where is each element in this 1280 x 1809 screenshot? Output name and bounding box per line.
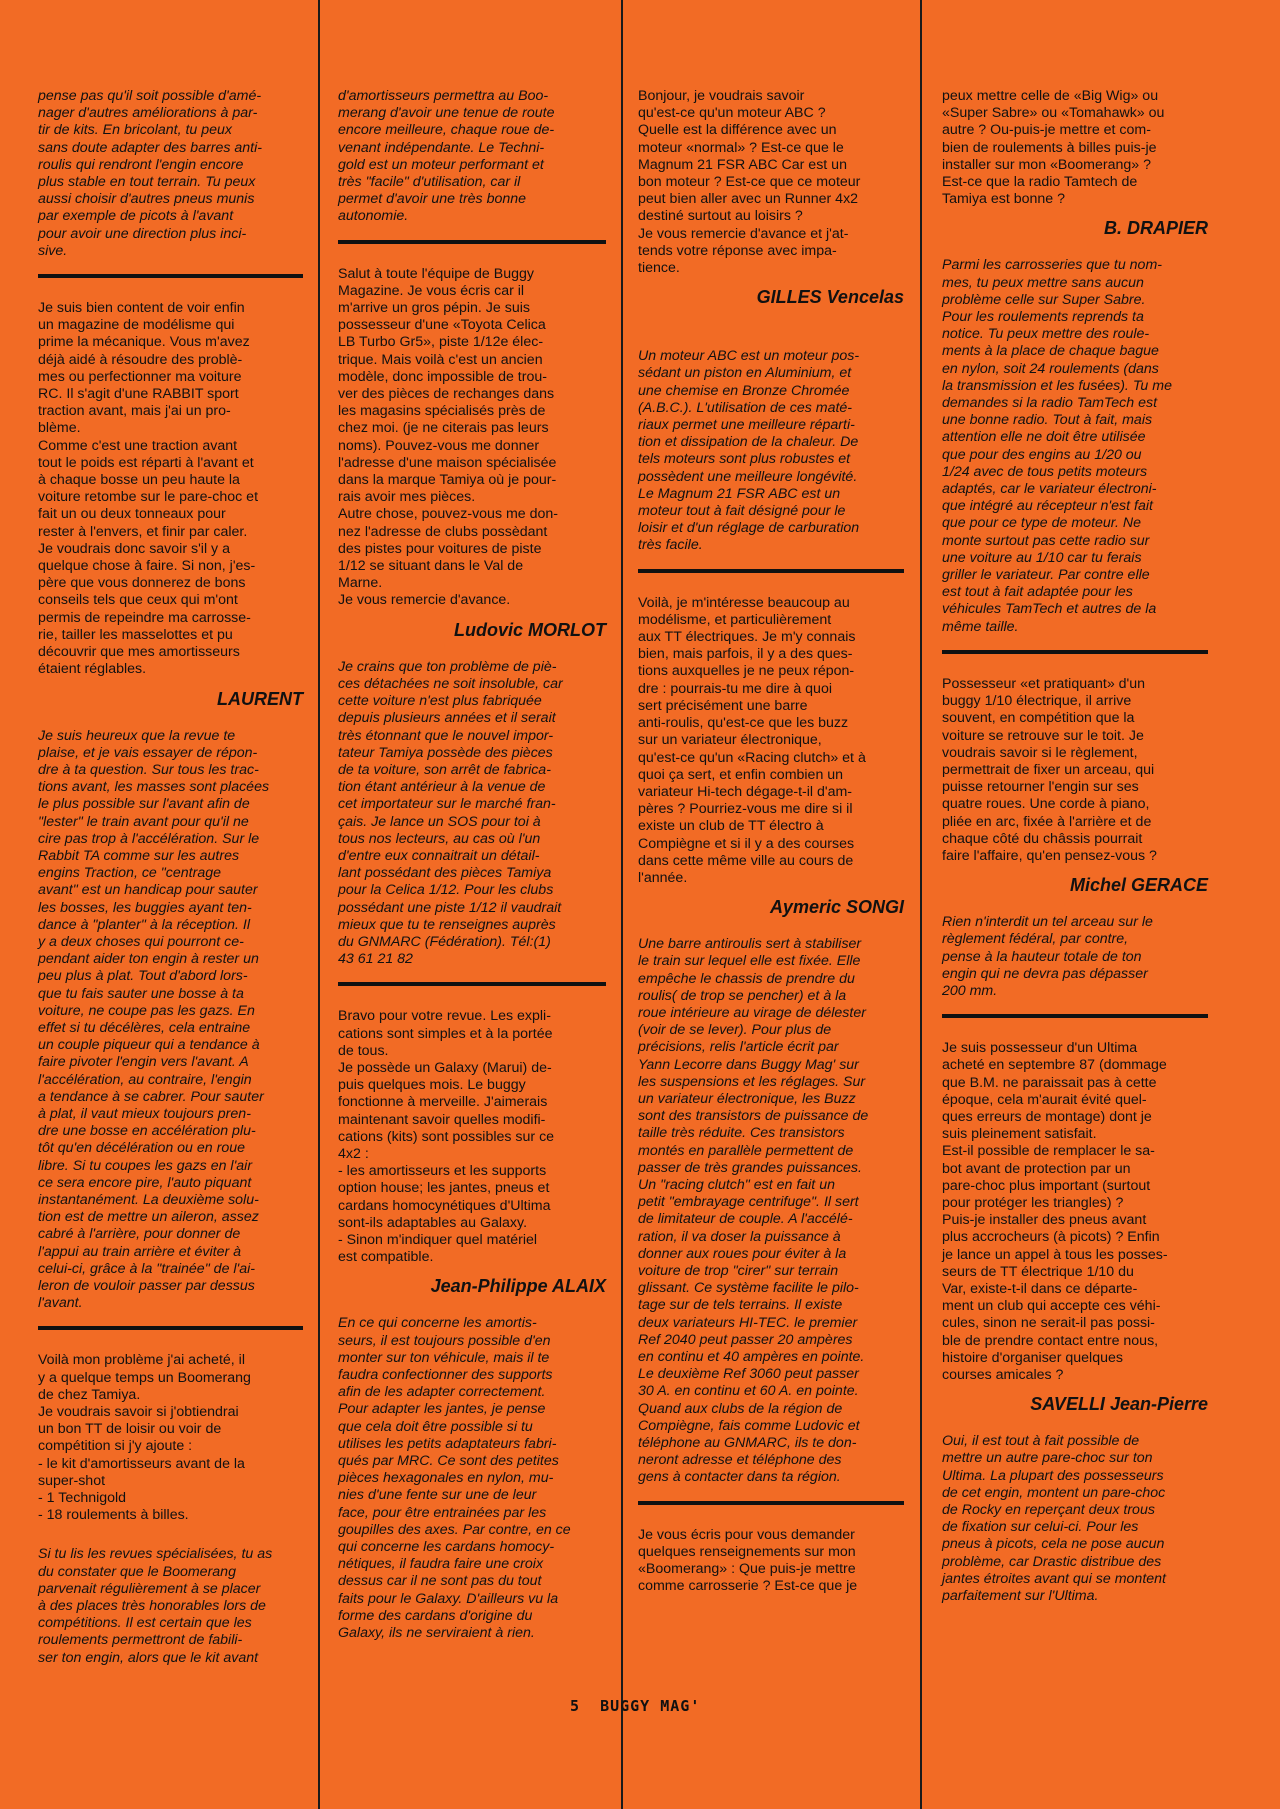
reader-letter: Je suis possesseur d'un Ultima acheté en septembre 87 (dommage que B.M. ne paraissait pas à cette époque, cela m'aurait évité quel- ques erreurs de montage) dont je suis pleinement satisfait. Est-il possible de remplacer le sa- bot avant de protection par un pare-choc plus important (surtout pour protéger les triangles) ? Puis-je installer des pneus avant plus accrocheurs (à picots) ? Enfin je lance un appel à tous les posses- seurs de TT électrique 1/10 du Var, existe-t-il dans ce départe- ment un club qui accepte ces véhi- cules, sinon ne serait-il pas possi- ble de prendre contact entre nous, histoire d'organiser quelques courses amicales ? (942, 1040, 1168, 1383)
letter-signature: SAVELLI Jean-Pierre (1030, 1394, 1208, 1415)
spacer (38, 1524, 303, 1546)
editor-reply: Oui, il est tout à fait possible de mettre un autre pare-choc sur ton Ultima. La plupart des possesseurs de cet engin, montent un pare-choc de Rocky en reperçant deux trous de fixation sur celui-ci. Pour les pneus à picots, cela ne pose aucun problème, car Drastic distribue des jantes étroites avant qui se montent parfaitement sur l'Ultima. (942, 1433, 1166, 1605)
reader-letter: Bravo pour votre revue. Les expli- cations sont simples et à la portée de tous. Je possède un Galaxy (Marui) de- puis quelques mois. Le buggy fonctionne à merveille. J'aimerais maintenant savoir quelles modifi- cations (kits) sont possibles sur ce 4x2 : - les amortisseurs et les supports option house; les jantes, pneus et cardans homocynétiques d'Ultima sont-ils adaptables au Galaxy. - Sinon m'indiquer quel matériel est compatible. (338, 1008, 555, 1266)
reader-letter: Je suis bien content de voir enfin un magazine de modélisme qui prime la mécanique. Vous m'avez déjà aidé à résoudre des problè- mes ou perfectionner ma voiture RC. Il s'agit d'une RABBIT sport traction avant, mais j'ai un pro- blème. Comme c'est une traction avant tout le poids est réparti à l'avant et à chaque bosse un peu haute la voiture retombe sur le pare-choc et fait un ou deux tonneaux pour rester à l'envers, et finir par caler. Je voudrais donc savoir s'il y a quelque chose à faire. Si non, j'es- père que vous donnerez de bons conseils tels que ceux qui m'ont permis de repeindre ma carrosse- rie, tailler les masselottes et pu découvrir que mes amortisseurs étaient réglables. (38, 300, 259, 678)
reader-letter: Je vous écris pour vous demander quelques renseignements sur mon «Boomerang» : Que puis-je mettre comme carrosserie ? Est-ce que je (638, 1526, 858, 1595)
reader-letter: Voilà mon problème j'ai acheté, il y a quelque temps un Boomerang de chez Tamiya. Je voudrais savoir si j'obtiendrai un bon TT de loisir ou voir de compétition si j'y ajoute : - le kit d'amortisseurs avant de la super-shot - 1 Technigold - 18 roulements à billes. (38, 1352, 251, 1524)
column-3 (628, 0, 914, 1770)
letter-signature: Jean-Philippe ALAIX (430, 1276, 606, 1297)
editor-reply: pense pas qu'il soit possible d'amé- nager d'autres améliorations à par- tir de kits. En bricolant, tu peux sans doute adapter des barres anti- roulis qui rendront l'engin encore plus stable en tout terrain. Tu peux aussi choisir d'autres pneus munis par exemple de picots à l'avant pour avoir une direction plus inci- sive. (38, 88, 262, 259)
letter-signature: GILLES Vencelas (756, 287, 904, 308)
section-divider (338, 982, 606, 986)
column-1 (28, 0, 313, 1770)
reader-letter: Voilà, je m'intéresse beaucoup au modélisme, et particulièrement aux TT électriques. Je m'y connais bien, mais parfois, il y a des ques- tions auxquelles je ne peux répon- dre : pourrais-tu me dire à quoi sert précisément une barre anti-roulis, qu'est-ce que les buzz sur un variateur électronique, qu'est-ce qu'un «Racing clutch» et à quoi ça sert, et enfin combien un variateur Hi-tech dégage-t-il d'am- pères ? Pourriez-vous me dire si il existe un club de TT électro à Compiègne et si il y a des courses dans cette même ville au cours de l'année. (638, 594, 866, 886)
spacer (638, 326, 904, 348)
editor-reply: Je crains que ton problème de piè- ces détachées ne soit insoluble, car cette voiture n'est plus fabriquée depuis plusieurs années et il serait très étonnant que le nouvel impor- tateur Tamiya possède des pièces de ta voiture, son arrêt de fabrica- tion étant antérieur à la venue de cet importateur sur le marché fran- çais. Je lance un SOS pour toi à tous nos lecteurs, au cas où l'un d'entre eux connaitrait un détail- lant possédant des pièces Tamiya pour la Celica 1/12. Pour les clubs possédant une piste 1/12 il vaudrait mieux que tu te renseignes auprès du GNMARC (Fédération). Tél:(1) 43 61 21 82 (338, 658, 563, 968)
page-footer (570, 1697, 700, 1715)
column-divider-2 (621, 0, 623, 1809)
column-4 (932, 0, 1218, 1770)
editor-reply: Une barre antiroulis sert à stabiliser le train sur lequel elle est fixée. Elle empêche le chassis de prendre du roulis( de trop se pencher) et à la roue intérieure au virage de délester (voir de se lever). Pour plus de précisions, relis l'article écrit par Yann Lecorre dans Buggy Mag' sur les suspensions et les réglages. Sur un variateur électronique, les Buzz sont des transistors de puissance de taille très réduite. Ces transistors montés en parallèle permettent de passer de très grandes puissances. Un "racing clutch" est en fait un petit "embrayage centrifuge". Il sert de limitateur de couple. A l'accélé- ration, il va doser la puissance à donner aux roues pour éviter à la voiture de trop "cirer" sur terrain glissant. Ce système facilite le pilo- tage sur de tels terrains. Il existe deux variateurs HI-TEC. le premier Ref 2040 peut passer 20 ampères en continu et 40 ampères en pointe. Le deuxième Ref 3060 peut passer 30 A. en continu et 60 A. en pointe. Quand aux clubs de la région de Compiègne, fais comme Ludovic et téléphone au GNMARC, ils te don- neront adresse et téléphone des gens à contacter dans ta région. (638, 936, 869, 1486)
page-number: 5 (570, 1697, 581, 1715)
letter-signature: LAURENT (217, 688, 303, 709)
section-divider (638, 1501, 904, 1505)
section-divider (38, 274, 303, 278)
editor-reply: d'amortisseurs permettra au Boo- merang d'avoir une tenue de route encore meilleure, chaque roue de- venant indépendante. Le Techni- gold est un moteur performant et très "facile" d'utilisation, car il permet d'avoir une très bonne autonomie. (338, 88, 555, 225)
column-divider-3 (920, 0, 922, 1809)
reader-letter: peux mettre celle de «Big Wig» ou «Super Sabre» ou «Tomahawk» ou autre ? Ou-puis-je mettre et com- bien de roulements à billes puis-je installer sur mon «Boomerang» ? Est-ce que la radio Tamtech de Tamiya est bonne ? (942, 88, 1165, 208)
editor-reply: Parmi les carrosseries que tu nom- mes, tu peux mettre sans aucun problème celle sur Super Sabre. Pour les roulements reprends ta notice. Tu peux mettre des roule- ments à la place de chaque bague en nylon, soit 24 roulements (dans la transmission et les fusées). Tu me demandes si la radio TamTech est une bonne radio. Tout à fait, mais attention elle ne doit être utilisée que pour des engins au 1/20 ou 1/24 avec de tous petits moteurs adaptés, car le variateur électroni- que intégré au récepteur n'est fait que pour ce type de moteur. Ne monte surtout pas cette radio sur une voiture au 1/10 car tu ferais griller le variateur. Par contre elle est tout à fait adaptée pour les véhicules TamTech et autres de la même taille. (942, 257, 1172, 635)
letter-signature: Ludovic MORLOT (454, 619, 606, 640)
editor-reply: En ce qui concerne les amortis- seurs, il est toujours possible d'en monter sur ton véhicule, mais il te faudra confectionner des supports afin de les adapter correctement. Pour adapter les jantes, je pense que cela doit être possible si tu utilises les petits adaptateurs fabri- qués par MRC. Ce sont des petites pièces hexagonales en nylon, mu- nies d'une fente sur une de leur face, pour être entrainées par les goupilles des axes. Par contre, en ce qui concerne les cardans homocy- nétiques, il faudra faire une croix dessus car il ne sont pas du tout faits pour le Galaxy. D'ailleurs vu la forme des cardans d'origine du Galaxy, ils ne serviraient à rien. (338, 1315, 571, 1642)
editor-reply: Je suis heureux que la revue te plaise, et je vais essayer de répon- dre à ta question. Sur tous les trac- tions avant, les masses sont placées le plus possible sur l'avant afin de "lester" le train avant pour qu'il ne cire pas trop à l'accélération. Sur le Rabbit TA comme sur les autres engins Traction, ce "centrage avant" est un handicap pour sauter les bosses, les buggies ayant ten- dance à "planter" à la réception. Il y a deux choses qui pourront ce- pendant aider ton engin à rester un peu plus à plat. Tout d'abord lors- que tu fais sauter une bosse à ta voiture, ne coupe pas les gazs. En effet si tu décélères, cela entraine un couple piqueur qui a tendance à faire pivoter l'engin vers l'avant. A l'accélération, au contraire, l'engin a tendance à se cabrer. Pour sauter à plat, il vaut mieux toujours pren- dre une bosse en accélération plu- tôt qu'en décélération ou en roue libre. Si tu coupes les gazs en l'air ce sera encore pire, l'auto piquant instantanément. La deuxième solu- tion est de mettre un aileron, assez cabré à l'arrière, pour donner de l'appui au train arrière et éviter à celui-ci, grâce à la "trainée" de l'ai- leron de vouloir passer par dessus l'avant. (38, 727, 270, 1312)
editor-reply: Un moteur ABC est un moteur pos- sédant un piston en Aluminium, et une chemise en Bronze Chromée (A.B.C.). L'utilisation de ces maté- riaux permet une meilleure réparti- tion et dissipation de la chaleur. De tels moteurs sont plus robustes et possèdent une meilleure longévité. Le Magnum 21 FSR ABC est un moteur tout à fait désigné pour le loisir et d'un réglage de carburation très facile. (638, 348, 860, 554)
letter-signature: Aymeric SONGI (769, 897, 904, 918)
reader-letter: Possesseur «et pratiquant» d'un buggy 1/10 électrique, il arrive souvent, en compétition que la voiture se retrouve sur le toit. Je voudrais savoir si le règlement, permettrait de fixer un arceau, qui puisse retourner l'engin sur ses quatre roues. Une corde à piano, pliée en arc, fixée à l'arrière et de chaque côté du châssis pourrait faire l'affaire, qu'en pensez-vous ? (942, 675, 1157, 864)
column-divider-1 (318, 0, 320, 1809)
magazine-name: BUGGY MAG' (600, 1697, 701, 1715)
editor-reply: Rien n'interdit un tel arceau sur le règlement fédéral, par contre, pense à la hauteur totale de ton engin qui ne devra pas dépasser 200 mm. (942, 914, 1153, 999)
section-divider (942, 1014, 1208, 1018)
section-divider (638, 569, 904, 573)
section-divider (338, 240, 606, 244)
section-divider (38, 1326, 303, 1330)
reader-letter: Salut à toute l'équipe de Buggy Magazine. Je vous écris car il m'arrive un gros pépin. Je suis possesseur d'une «Toyota Celica LB Turbo Gr5», piste 1/12e élec- trique. Mais voilà c'est un ancien modèle, donc impossible de trou- ver des pièces de rechanges dans les magasins spécialisés près de chez moi. (je ne citerais pas leurs noms). Pouvez-vous me donner l'adresse d'une maison spécialisée dans la marque Tamiya où je pour- rais avoir mes pièces. Autre chose, pouvez-vous me don- nez l'adresse de clubs possèdant des pistes pour voitures de piste 1/12 se situant dans le Val de Marne. Je vous remercie d'avance. (338, 265, 559, 609)
editor-reply: Si tu lis les revues spécialisées, tu as du constater que le Boomerang parvenait régulièrement à se placer à des places très honorables lors de compétitions. Il est certain que les roulements permettront de fabili- ser ton engin, alors que le kit avant (38, 1546, 273, 1666)
letter-signature: Michel GERACE (1069, 875, 1208, 896)
reader-letter: Bonjour, je voudrais savoir qu'est-ce qu'un moteur ABC ? Quelle est la différence avec un moteur «normal» ? Est-ce que le Magnum 21 FSR ABC Car est un bon moteur ? Est-ce que ce moteur peut bien aller avec un Runner 4x2 destiné surtout au loisirs ? Je vous remercie d'avance et j'at- tends votre réponse avec impa- tience. (638, 88, 861, 277)
section-divider (942, 650, 1208, 654)
letter-signature: B. DRAPIER (1103, 218, 1208, 239)
column-2 (328, 0, 616, 1770)
